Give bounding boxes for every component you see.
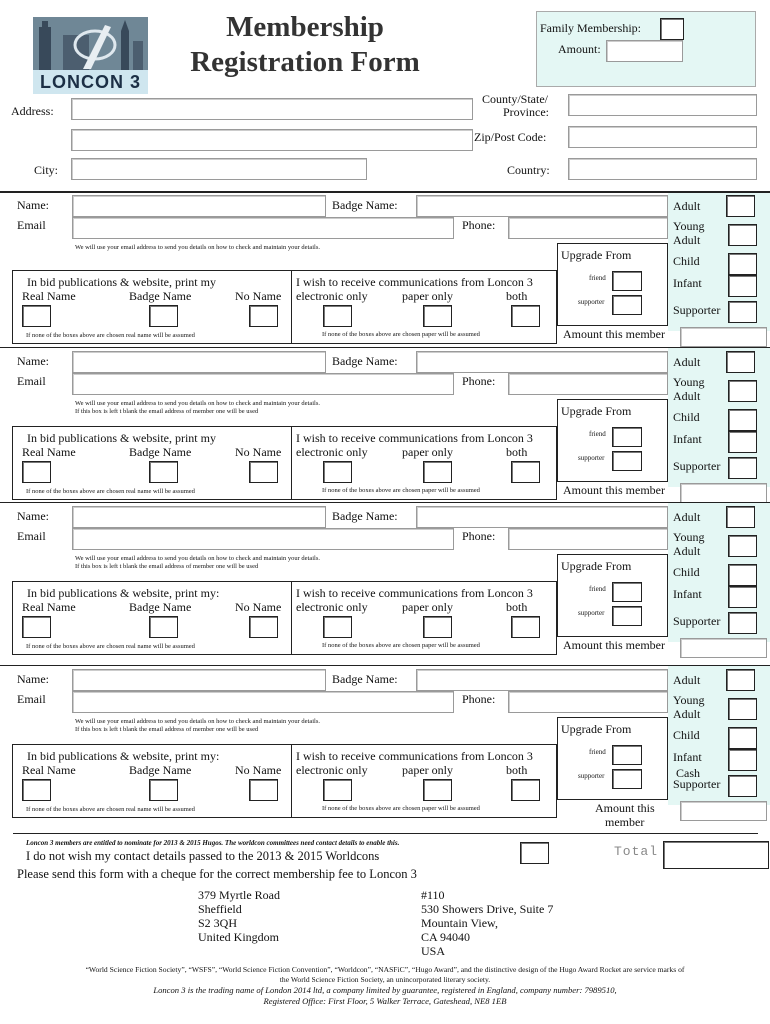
send-form-instruction: Please send this form with a cheque for the correct membership fee to Loncon 3 [17, 867, 417, 881]
child-label: Child [673, 254, 700, 268]
email-label: Email [17, 529, 46, 543]
infant-checkbox[interactable] [728, 275, 757, 297]
amount-this-member-field[interactable] [680, 638, 767, 658]
us-address-line: Mountain View, [421, 916, 498, 930]
city-label: City: [34, 163, 59, 177]
member-section [0, 502, 770, 657]
registered-office: Registered Office: First Floor, 5 Walker Terrace, Gateshead, NE8 1EB [263, 996, 507, 1006]
communications-label: I wish to receive communications from Loncon 3 [296, 431, 533, 445]
name-field[interactable] [72, 195, 326, 217]
friend-checkbox[interactable] [612, 271, 642, 291]
phone-field[interactable] [508, 217, 668, 239]
email-note-blank: If this box is left t blank the email address of member one will be used [75, 563, 259, 570]
badge-name-option-label: Badge Name [129, 289, 192, 303]
zip-label: Zip/Post Code: [474, 130, 547, 144]
electronic-only-label: electronic only [296, 445, 368, 459]
adult-checkbox[interactable] [726, 195, 755, 217]
paper-only-checkbox[interactable] [423, 616, 452, 638]
young-adult-label-2: Adult [673, 544, 701, 558]
no-name-checkbox[interactable] [249, 305, 278, 327]
paper-only-label: paper only [402, 600, 453, 614]
email-note: We will use your email address to send you details on how to check and maintain your details. [75, 555, 320, 562]
no-name-label: No Name [235, 600, 282, 614]
badge-name-checkbox[interactable] [149, 305, 178, 327]
page-title-line2: Registration Form [190, 46, 420, 78]
member-divider [0, 347, 770, 348]
young-adult-checkbox[interactable] [728, 224, 757, 246]
email-note-blank: If this box is left t blank the email address of member one will be used [75, 726, 259, 733]
supporter-checkbox[interactable] [728, 775, 757, 797]
adult-checkbox[interactable] [726, 351, 755, 373]
amount-this-member-field[interactable] [680, 801, 767, 821]
infant-label: Infant [673, 587, 702, 601]
cash-label: Cash [676, 766, 700, 780]
no-name-label: No Name [235, 289, 282, 303]
supporter-upgrade-checkbox[interactable] [612, 295, 642, 315]
both-checkbox[interactable] [511, 616, 540, 638]
email-note-blank: If this box is left t blank the email address of member one will be used [75, 408, 259, 415]
friend-label: friend [589, 274, 606, 282]
electronic-only-checkbox[interactable] [323, 305, 352, 327]
email-label: Email [17, 692, 46, 706]
communications-label: I wish to receive communications from Loncon 3 [296, 749, 533, 763]
real-name-checkbox[interactable] [22, 461, 51, 483]
address-line2-field[interactable] [71, 129, 473, 151]
phone-label: Phone: [462, 529, 496, 543]
us-address-line: USA [421, 944, 446, 958]
electronic-only-checkbox[interactable] [323, 461, 352, 483]
supporter-checkbox[interactable] [728, 301, 757, 323]
upgrade-from-label: Upgrade From [561, 404, 632, 418]
young-adult-label: Young [673, 693, 705, 707]
print-my-label: In bid publications & website, print my [27, 431, 216, 445]
us-address [421, 888, 553, 958]
upgrade-from-label: Upgrade From [561, 248, 632, 262]
print-default-note: If none of the boxes above are chosen real name will be assumed [26, 332, 195, 339]
supporter-label: Supporter [673, 614, 721, 628]
both-checkbox[interactable] [511, 461, 540, 483]
family-membership-label: Family Membership: [540, 21, 641, 35]
amount-this-member-label: Amount this [595, 801, 655, 815]
badge-name-field[interactable] [416, 669, 668, 691]
no-name-checkbox[interactable] [249, 616, 278, 638]
supporter-upgrade-label: supporter [578, 772, 605, 780]
name-field[interactable] [72, 351, 326, 373]
real-name-checkbox[interactable] [22, 305, 51, 327]
us-address-line: #110 [421, 888, 445, 902]
adult-label: Adult [673, 510, 701, 524]
supporter-upgrade-checkbox[interactable] [612, 769, 642, 789]
electronic-only-label: electronic only [296, 763, 368, 777]
logo-text: LONCON 3 [33, 70, 148, 94]
upgrade-from-label: Upgrade From [561, 559, 632, 573]
email-note: We will use your email address to send you details on how to check and maintain your details. [75, 400, 320, 407]
paper-only-label: paper only [402, 289, 453, 303]
supporter-checkbox[interactable] [728, 457, 757, 479]
both-checkbox[interactable] [511, 779, 540, 801]
both-label: both [506, 289, 528, 303]
no-name-checkbox[interactable] [249, 779, 278, 801]
supporter-upgrade-checkbox[interactable] [612, 451, 642, 471]
no-contact-label: I do not wish my contact details passed to the 2013 & 2015 Worldcons [26, 849, 380, 863]
young-adult-label: Young [673, 219, 705, 233]
trading-name: Loncon 3 is the trading name of London 2014 ltd, a company limited by guarantee, registered in England, company number: 7989510, [153, 985, 617, 995]
amount-this-member-label-2: member [605, 815, 645, 829]
email-label: Email [17, 218, 46, 232]
email-field[interactable] [72, 691, 454, 713]
loncon-logo [33, 17, 148, 94]
child-label: Child [673, 410, 700, 424]
badge-name-label: Badge Name: [332, 672, 398, 686]
country-label: Country: [507, 163, 550, 177]
name-label: Name: [17, 672, 49, 686]
badge-name-field[interactable] [416, 195, 668, 217]
amount-this-member-label: Amount this member [563, 327, 665, 341]
country-field[interactable] [568, 158, 757, 180]
young-adult-label: Young [673, 375, 705, 389]
infant-checkbox[interactable] [728, 431, 757, 453]
real-name-label: Real Name [22, 763, 76, 777]
supporter-upgrade-checkbox[interactable] [612, 606, 642, 626]
no-contact-checkbox[interactable] [520, 842, 549, 864]
young-adult-checkbox[interactable] [728, 535, 757, 557]
address-line1-field[interactable] [71, 98, 473, 120]
amount-this-member-field[interactable] [680, 327, 767, 347]
uk-address-line: Sheffield [198, 902, 242, 916]
supporter-upgrade-label: supporter [578, 298, 605, 306]
infant-label: Infant [673, 750, 702, 764]
paper-only-checkbox[interactable] [423, 779, 452, 801]
print-default-note: If none of the boxes above are chosen real name will be assumed [26, 488, 195, 495]
real-name-label: Real Name [22, 289, 76, 303]
adult-label: Adult [673, 355, 701, 369]
email-label: Email [17, 374, 46, 388]
electronic-only-label: electronic only [296, 289, 368, 303]
friend-label: friend [589, 748, 606, 756]
email-note: We will use your email address to send you details on how to check and maintain your details. [75, 244, 320, 251]
communications-default-note: If none of the boxes above are chosen paper will be assumed [322, 642, 480, 649]
friend-label: friend [589, 585, 606, 593]
member-section [0, 347, 770, 502]
name-label: Name: [17, 198, 49, 212]
total-label: Total [614, 844, 659, 859]
amount-this-member-label: Amount this member [563, 483, 665, 497]
family-amount-field[interactable] [606, 40, 683, 62]
zip-field[interactable] [568, 126, 757, 148]
print-default-note: If none of the boxes above are chosen real name will be assumed [26, 643, 195, 650]
paper-only-checkbox[interactable] [423, 305, 452, 327]
supporter-checkbox[interactable] [728, 612, 757, 634]
phone-field[interactable] [508, 691, 668, 713]
young-adult-label-2: Adult [673, 233, 701, 247]
phone-label: Phone: [462, 374, 496, 388]
county-label-line2: Province: [503, 105, 549, 119]
print-my-label: In bid publications & website, print my [27, 275, 216, 289]
supporter-upgrade-label: supporter [578, 609, 605, 617]
uk-address-line: United Kingdom [198, 930, 279, 944]
friend-checkbox[interactable] [612, 427, 642, 447]
badge-name-label: Badge Name: [332, 198, 398, 212]
real-name-checkbox[interactable] [22, 779, 51, 801]
badge-name-option-label: Badge Name [129, 445, 192, 459]
county-label-line1: County/State/ [482, 92, 548, 106]
badge-name-option-label: Badge Name [129, 600, 192, 614]
paper-only-label: paper only [402, 763, 453, 777]
name-field[interactable] [72, 506, 326, 528]
both-checkbox[interactable] [511, 305, 540, 327]
adult-label: Adult [673, 673, 701, 687]
no-name-checkbox[interactable] [249, 461, 278, 483]
email-note: We will use your email address to send you details on how to check and maintain your details. [75, 718, 320, 725]
infant-label: Infant [673, 432, 702, 446]
young-adult-checkbox[interactable] [728, 698, 757, 720]
service-marks-line2: the World Science Fiction Society, an unincorporated literary society. [279, 975, 491, 984]
badge-name-field[interactable] [416, 506, 668, 528]
real-name-label: Real Name [22, 445, 76, 459]
infant-checkbox[interactable] [728, 586, 757, 608]
child-checkbox[interactable] [728, 727, 757, 749]
us-address-line: CA 94040 [421, 930, 471, 944]
member-section [0, 191, 770, 346]
paper-only-checkbox[interactable] [423, 461, 452, 483]
paper-only-label: paper only [402, 445, 453, 459]
email-field[interactable] [72, 528, 454, 550]
young-adult-label-2: Adult [673, 707, 701, 721]
child-label: Child [673, 728, 700, 742]
county-field[interactable] [568, 94, 757, 116]
young-adult-label-2: Adult [673, 389, 701, 403]
amount-this-member-field[interactable] [680, 483, 767, 503]
email-field[interactable] [72, 373, 454, 395]
uk-address-line: 379 Myrtle Road [198, 888, 280, 902]
footer-divider [13, 833, 758, 834]
page-title-line1: Membership [226, 11, 384, 43]
young-adult-checkbox[interactable] [728, 380, 757, 402]
badge-name-option-label: Badge Name [129, 763, 192, 777]
name-label: Name: [17, 354, 49, 368]
adult-label: Adult [673, 199, 701, 213]
both-label: both [506, 763, 528, 777]
communications-default-note: If none of the boxes above are chosen paper will be assumed [322, 805, 480, 812]
both-label: both [506, 445, 528, 459]
member-divider [0, 191, 770, 193]
real-name-label: Real Name [22, 600, 76, 614]
print-my-label: In bid publications & website, print my: [27, 749, 220, 763]
no-name-label: No Name [235, 763, 282, 777]
electronic-only-label: electronic only [296, 600, 368, 614]
adult-checkbox[interactable] [726, 669, 755, 691]
family-membership-checkbox[interactable] [660, 18, 684, 40]
supporter-upgrade-label: supporter [578, 454, 605, 462]
friend-label: friend [589, 430, 606, 438]
hugo-note: Loncon 3 members are entitled to nominate for 2013 & 2015 Hugos. The worldcon committees need contact details to enable this. [26, 839, 400, 847]
electronic-only-checkbox[interactable] [323, 616, 352, 638]
badge-name-checkbox[interactable] [149, 779, 178, 801]
name-label: Name: [17, 509, 49, 523]
badge-name-label: Badge Name: [332, 354, 398, 368]
service-marks-line1: “World Science Fiction Society”, “WSFS”, “World Science Fiction Convention”, “Worldcon”, “NASFiC”, “Hugo Award”, and the distinctive design of the Hugo Award Rocket are service marks of [85, 965, 685, 974]
city-field[interactable] [71, 158, 367, 180]
member-divider [0, 502, 770, 503]
badge-name-checkbox[interactable] [149, 461, 178, 483]
infant-label: Infant [673, 276, 702, 290]
communications-label: I wish to receive communications from Loncon 3 [296, 275, 533, 289]
phone-label: Phone: [462, 692, 496, 706]
communications-label: I wish to receive communications from Loncon 3 [296, 586, 533, 600]
badge-name-checkbox[interactable] [149, 616, 178, 638]
print-my-label: In bid publications & website, print my: [27, 586, 220, 600]
amount-this-member-label: Amount this member [563, 638, 665, 652]
address-label: Address: [11, 104, 54, 118]
electronic-only-checkbox[interactable] [323, 779, 352, 801]
adult-checkbox[interactable] [726, 506, 755, 528]
phone-label: Phone: [462, 218, 496, 232]
phone-field[interactable] [508, 373, 668, 395]
total-field[interactable] [663, 841, 769, 869]
child-checkbox[interactable] [728, 253, 757, 275]
print-default-note: If none of the boxes above are chosen real name will be assumed [26, 806, 195, 813]
name-field[interactable] [72, 669, 326, 691]
supporter-label: Supporter [673, 303, 721, 317]
communications-default-note: If none of the boxes above are chosen paper will be assumed [322, 487, 480, 494]
no-name-label: No Name [235, 445, 282, 459]
supporter-label: Supporter [673, 459, 721, 473]
child-checkbox[interactable] [728, 564, 757, 586]
uk-address-line: S2 3QH [198, 916, 238, 930]
communications-default-note: If none of the boxes above are chosen paper will be assumed [322, 331, 480, 338]
us-address-line: 530 Showers Drive, Suite 7 [421, 902, 554, 916]
both-label: both [506, 600, 528, 614]
young-adult-label: Young [673, 530, 705, 544]
phone-field[interactable] [508, 528, 668, 550]
badge-name-label: Badge Name: [332, 509, 398, 523]
family-amount-label: Amount: [558, 42, 601, 56]
member-divider [0, 665, 770, 666]
friend-checkbox[interactable] [612, 582, 642, 602]
upgrade-from-label: Upgrade From [561, 722, 632, 736]
uk-address [198, 888, 280, 944]
child-checkbox[interactable] [728, 409, 757, 431]
email-field[interactable] [72, 217, 454, 239]
real-name-checkbox[interactable] [22, 616, 51, 638]
supporter-label: Supporter [673, 777, 721, 791]
child-label: Child [673, 565, 700, 579]
london-skyline-icon [33, 17, 148, 70]
friend-checkbox[interactable] [612, 745, 642, 765]
badge-name-field[interactable] [416, 351, 668, 373]
member-section [0, 665, 770, 829]
infant-checkbox[interactable] [728, 749, 757, 771]
